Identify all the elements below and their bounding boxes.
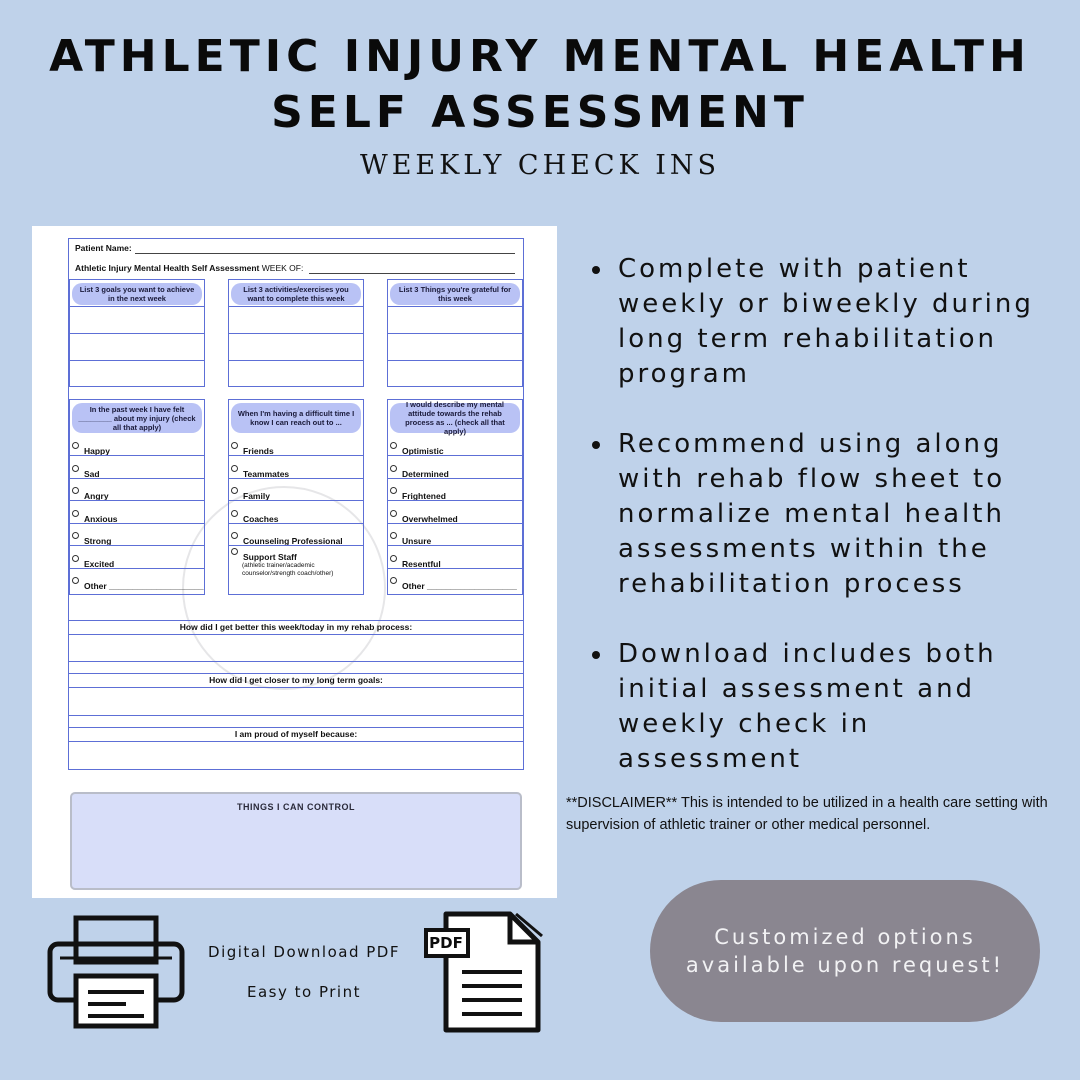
goals-header: List 3 goals you want to achieve in the next week (72, 283, 202, 305)
question-better: How did I get better this week/today in my rehab process: (69, 620, 523, 635)
felt-column (69, 399, 205, 595)
download-label: Digital Download PDF (208, 943, 400, 961)
option-excited[interactable]: Excited (72, 555, 204, 569)
activities-column (228, 279, 364, 387)
option-unsure[interactable]: Unsure (390, 532, 522, 546)
week-of-field: Athletic Injury Mental Health Self Assessment WEEK OF: (75, 263, 304, 273)
feature-item: Complete with patient weekly or biweekly during long term rehabilitation program (588, 252, 1058, 392)
goals-column (69, 279, 205, 387)
option-sad[interactable]: Sad (72, 465, 204, 479)
option-other-attitude[interactable]: Other ___________________ (390, 577, 522, 591)
option-family[interactable]: Family (231, 487, 363, 501)
option-optimistic[interactable]: Optimistic (390, 442, 522, 456)
support-staff-note: (athletic trainer/academic counselor/strength coach/other) (242, 562, 334, 577)
page-title-line2: SELF ASSESSMENT (271, 87, 809, 138)
printer-icon (46, 914, 186, 1030)
question-proud: I am proud of myself because: (69, 727, 523, 742)
grateful-column (387, 279, 523, 387)
option-resentful[interactable]: Resentful (390, 555, 522, 569)
option-friends[interactable]: Friends (231, 442, 363, 456)
feature-item: Download includes both initial assessment and weekly check in assessment (588, 637, 1058, 777)
print-label: Easy to Print (247, 983, 361, 1001)
customized-options-button[interactable] (650, 880, 1040, 1022)
option-frightened[interactable]: Frightened (390, 487, 522, 501)
option-strong[interactable]: Strong (72, 532, 204, 546)
feature-list (588, 252, 1058, 812)
option-happy[interactable]: Happy (72, 442, 204, 456)
option-other-feeling[interactable]: Other ____________________ (72, 577, 204, 591)
page-subtitle: WEEKLY CHECK INS (359, 150, 721, 181)
question-closer: How did I get closer to my long term goals: (69, 673, 523, 688)
attitude-column (387, 399, 523, 595)
grateful-header: List 3 Things you're grateful for this week (390, 283, 520, 305)
page-title-line1: ATHLETIC INJURY MENTAL HEALTH (49, 31, 1031, 82)
activities-header: List 3 activities/exercises you want to complete this week (231, 283, 361, 305)
option-determined[interactable]: Determined (390, 465, 522, 479)
option-teammates[interactable]: Teammates (231, 465, 363, 479)
custom-line2: available upon request! (685, 953, 1005, 977)
felt-header: In the past week I have felt ________ about my injury (check all that apply) (72, 403, 202, 433)
things-i-can-control-box: THINGS I CAN CONTROL (70, 792, 522, 890)
option-counseling[interactable]: Counseling Professional (231, 532, 363, 546)
option-overwhelmed[interactable]: Overwhelmed (390, 510, 522, 524)
worksheet-frame (68, 238, 524, 770)
option-support-staff[interactable]: Support Staff (athletic trainer/academic counselor/strength coach/other) (231, 548, 363, 578)
reach-out-header: When I'm having a difficult time I know I can reach out to ... (231, 403, 361, 433)
option-coaches[interactable]: Coaches (231, 510, 363, 524)
attitude-header: I would describe my mental attitude towards the rehab process as ... (check all that apply) (390, 403, 520, 433)
option-angry[interactable]: Angry (72, 487, 204, 501)
worksheet-preview (32, 226, 557, 898)
patient-name-field: Patient Name: (75, 243, 132, 253)
reach-out-column (228, 399, 364, 595)
feature-item: Recommend using along with rehab flow sheet to normalize mental health assessments within the rehabilitation process (588, 427, 1058, 602)
custom-line1: Customized options (714, 925, 976, 949)
pdf-icon-label: PDF (429, 934, 463, 952)
option-anxious[interactable]: Anxious (72, 510, 204, 524)
pdf-file-icon (424, 910, 544, 1036)
disclaimer-text: **DISCLAIMER** This is intended to be utilized in a health care setting with supervision of athletic trainer or other medical personnel. (566, 795, 1048, 833)
